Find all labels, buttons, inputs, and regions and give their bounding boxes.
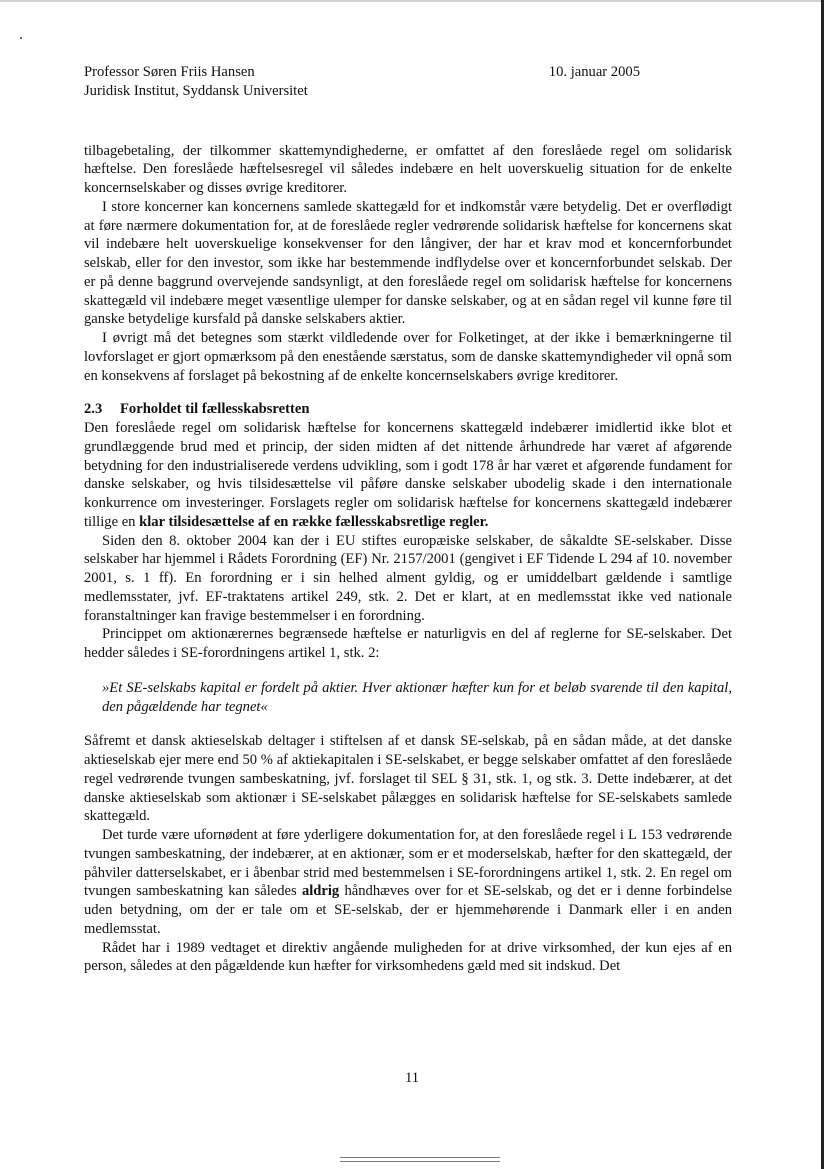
page-header bbox=[84, 63, 732, 101]
bold-emphasis: klar tilsidesættelse af en række fællesskabsretlige regler bbox=[139, 513, 485, 530]
paragraph-text: Det turde være ufornødent at føre yderligere dokumentation for, at den foreslåede regel i L 153 vedrørende tvungen sambeskatning, der indebærer, at en aktionær, som er et moderselskab, hæfter for den skattegæld, der påhviler datterselskabet, er i åbenbar strid med bestemmelsen i SE-forordningens artikel 1, stk. 2. En regel om tvungen sambeskatning kan således bbox=[84, 827, 732, 900]
block-quote: »Et SE-selskabs kapital er fordelt på aktier. Hver aktionær hæfter kun for et beløb svarende til den kapital, den pågældende har tegnet« bbox=[102, 679, 732, 715]
section-heading bbox=[84, 400, 732, 419]
paragraph: Rådet har i 1989 vedtaget et direktiv angående muligheden for at drive virksomhed, der kun ejes af en person, således at den pågældende kun hæfter for virksomhedens gæld med sit indskud. Det bbox=[84, 939, 732, 975]
paragraph: Princippet om aktionærernes begrænsede hæftelse er naturligvis en del af reglerne for SE-selskaber. Det hedder således i SE-forordningens artikel 1, stk. 2: bbox=[84, 626, 732, 661]
scan-speck bbox=[20, 37, 22, 39]
body-text bbox=[84, 142, 732, 977]
header-left bbox=[84, 63, 308, 101]
bold-emphasis: aldrig bbox=[301, 883, 340, 900]
paragraph: Siden den 8. oktober 2004 kan der i EU stiftes europæiske selskaber, de såkaldte SE-selskaber. Disse selskaber har hjemmel i Rådets Forordning (EF) Nr. 2157/2001 (gengivet i EF Tidende L 294 af 10. november 2001, s. 1 ff). En forordning er i sin helhed alment gyldig, og er umiddelbart gældende i samtlige medlemsstater, jvf. EF-traktatens artikel 249, stk. 2. Det er klart, at en medlemsstat ikke ved nationale foranstaltninger kan fravige bestemmelser i en forordning. bbox=[84, 532, 732, 624]
paragraph: Såfremt et dansk aktieselskab deltager i stiftelsen af et dansk SE-selskab, på en sådan måde, at det danske aktieselskab ejer mere end 50 % af aktiekapitalen i SE-selskabet, er begge selskaber omfattet af den foreslåede regel vedrørende tvungen sambeskatning, jvf. forslaget til SEL § 31, stk. 1, og stk. 3. Dette indebærer, at det danske aktieselskab som aktionær i SE-selskabet pålægges en solidarisk hæftelse for SE-selskabets samlede skattegæld. bbox=[84, 733, 732, 825]
header-date: 10. januar 2005 bbox=[548, 64, 640, 80]
paragraph: I øvrigt må det betegnes som stærkt vildledende over for Folketinget, at der ikke i bemærkningerne til lovforslaget er gjort opmærksom på den enestående særstatus, som de danske skattemyndigheder vil opnå som en konsekvens af forslaget på bekostning af de enkelte koncernselskabers øvrige kreditorer. bbox=[84, 330, 732, 384]
section-number: 2.3 bbox=[84, 401, 103, 418]
header-author: Professor Søren Friis Hansen bbox=[84, 64, 255, 80]
scan-top-edge bbox=[0, 0, 824, 2]
paragraph bbox=[84, 419, 732, 532]
scan-bottom-marks bbox=[340, 1157, 500, 1165]
page-number: 11 bbox=[404, 1070, 420, 1086]
paragraph-end: . bbox=[484, 513, 489, 530]
document-page bbox=[84, 63, 732, 976]
section-title: Forholdet til fællesskabsretten bbox=[120, 401, 310, 418]
paragraph bbox=[84, 826, 732, 939]
paragraph-end: håndhæves over for et SE-selskab, og det er i denne forbindelse uden betydning, om der er tale om et SE-selskab, der er hjemmehørende i Danmark eller i en anden medlemsstat. bbox=[84, 883, 733, 937]
header-institution: Juridisk Institut, Syddansk Universitet bbox=[84, 82, 308, 99]
paragraph: tilbagebetaling, der tilkommer skattemyndighederne, er omfattet af den foreslåede regel om solidarisk hæftelse. Den foreslåede hæftelsesregel vil således indebære en helt uoverskuelig situation for de enkelte koncernselskaber og disses øvrige kreditorer. bbox=[84, 142, 732, 196]
paragraph-text: Den foreslåede regel om solidarisk hæftelse for koncernens skattegæld indebærer imidlertid ikke blot et grundlæggende brud med et princip, der siden midten af det nittende århundrede har været af afgørende betydning for den industrialiserede verdens udvikling, som i godt 178 år har været et afgørende fundament for danske selskaber, og hvis tilsidesættelse vil påføre danske selskaber ubodelig skade i den internationale konkurrence om investeringer. Forslagets regler om solidarisk hæftelse for koncernens skattegæld indebærer tillige en bbox=[84, 420, 732, 530]
paragraph: I store koncerner kan koncernens samlede skattegæld for et indkomstår være betydelig. Det er overflødigt at føre nærmere dokumentation for, at de foreslåede regler vedrørende solidarisk hæftelse for koncernens skat vil indebære helt uoverskuelige konsekvenser for den långiver, der har et krav mod et koncernforbundet selskab, eller for den investor, som ikke har bestemmende indflydelse over et koncernforbundet selskab. Der er på denne baggrund overvejende sandsynligt, at den foreslåede regel om solidarisk hæftelse for koncernens skattegæld vil indebære meget væsentlige ulemper for danske selskaber, og at en sådan regel vil kunne føre til ganske betydelige kursfald på danske selskabers aktier. bbox=[84, 198, 732, 328]
